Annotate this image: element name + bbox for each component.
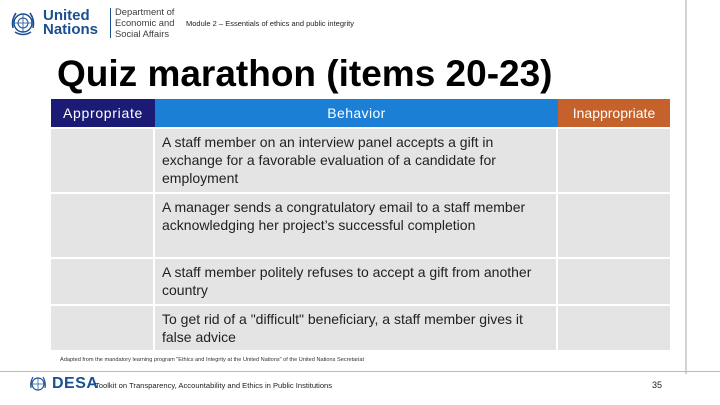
inappropriate-cell[interactable] (558, 259, 670, 304)
behavior-cell: A staff member politely refuses to accept a gift from another country (155, 259, 556, 304)
appropriate-cell[interactable] (51, 259, 153, 304)
appropriate-cell[interactable] (51, 129, 153, 192)
inappropriate-header: Inappropriate (558, 99, 670, 127)
inappropriate-cell[interactable] (558, 306, 670, 350)
source-note: Adapted from the mandatory learning program "Ethics and Integrity at the United Nations" of the United Nations Secretariat (60, 357, 365, 363)
behavior-cell: A manager sends a congratulatory email to a staff member acknowledging her project’s successful completion (155, 194, 556, 257)
footer-toolkit-title: Toolkit on Transparency, Accountability and Ethics in Public Institutions (95, 381, 333, 390)
footer-divider (0, 371, 720, 372)
header-separator (110, 8, 111, 38)
module-label: Module 2 – Essentials of ethics and public integrity (186, 19, 355, 28)
behavior-cell: To get rid of a "difficult" beneficiary, a staff member gives it false advice (155, 306, 556, 350)
appropriate-cell[interactable] (51, 194, 153, 257)
un-wordmark-line1: United (43, 7, 90, 24)
appropriate-header: Appropriate (51, 99, 155, 127)
desa-wordmark: DESA (52, 375, 99, 392)
inappropriate-cell[interactable] (558, 194, 670, 257)
un-emblem-icon (8, 8, 38, 38)
page-number: 35 (652, 380, 663, 390)
desa-logo (28, 374, 98, 394)
dept-line2: Economic and (115, 17, 175, 28)
inappropriate-cell[interactable] (558, 129, 670, 192)
right-divider (685, 0, 687, 374)
slide-title: Quiz marathon (items 20-23) (57, 53, 553, 94)
behavior-cell: A staff member on an interview panel accepts a gift in exchange for a favorable evaluation of a candidate for employment (155, 129, 556, 192)
desa-emblem-icon (28, 374, 48, 394)
appropriate-cell[interactable] (51, 306, 153, 350)
department-name (115, 6, 174, 39)
un-wordmark-line2: Nations (43, 21, 99, 38)
dept-line3: Social Affairs (115, 28, 170, 39)
un-logo (8, 6, 108, 40)
behavior-header: Behavior (155, 99, 558, 127)
dept-line1: Department of (115, 6, 175, 17)
